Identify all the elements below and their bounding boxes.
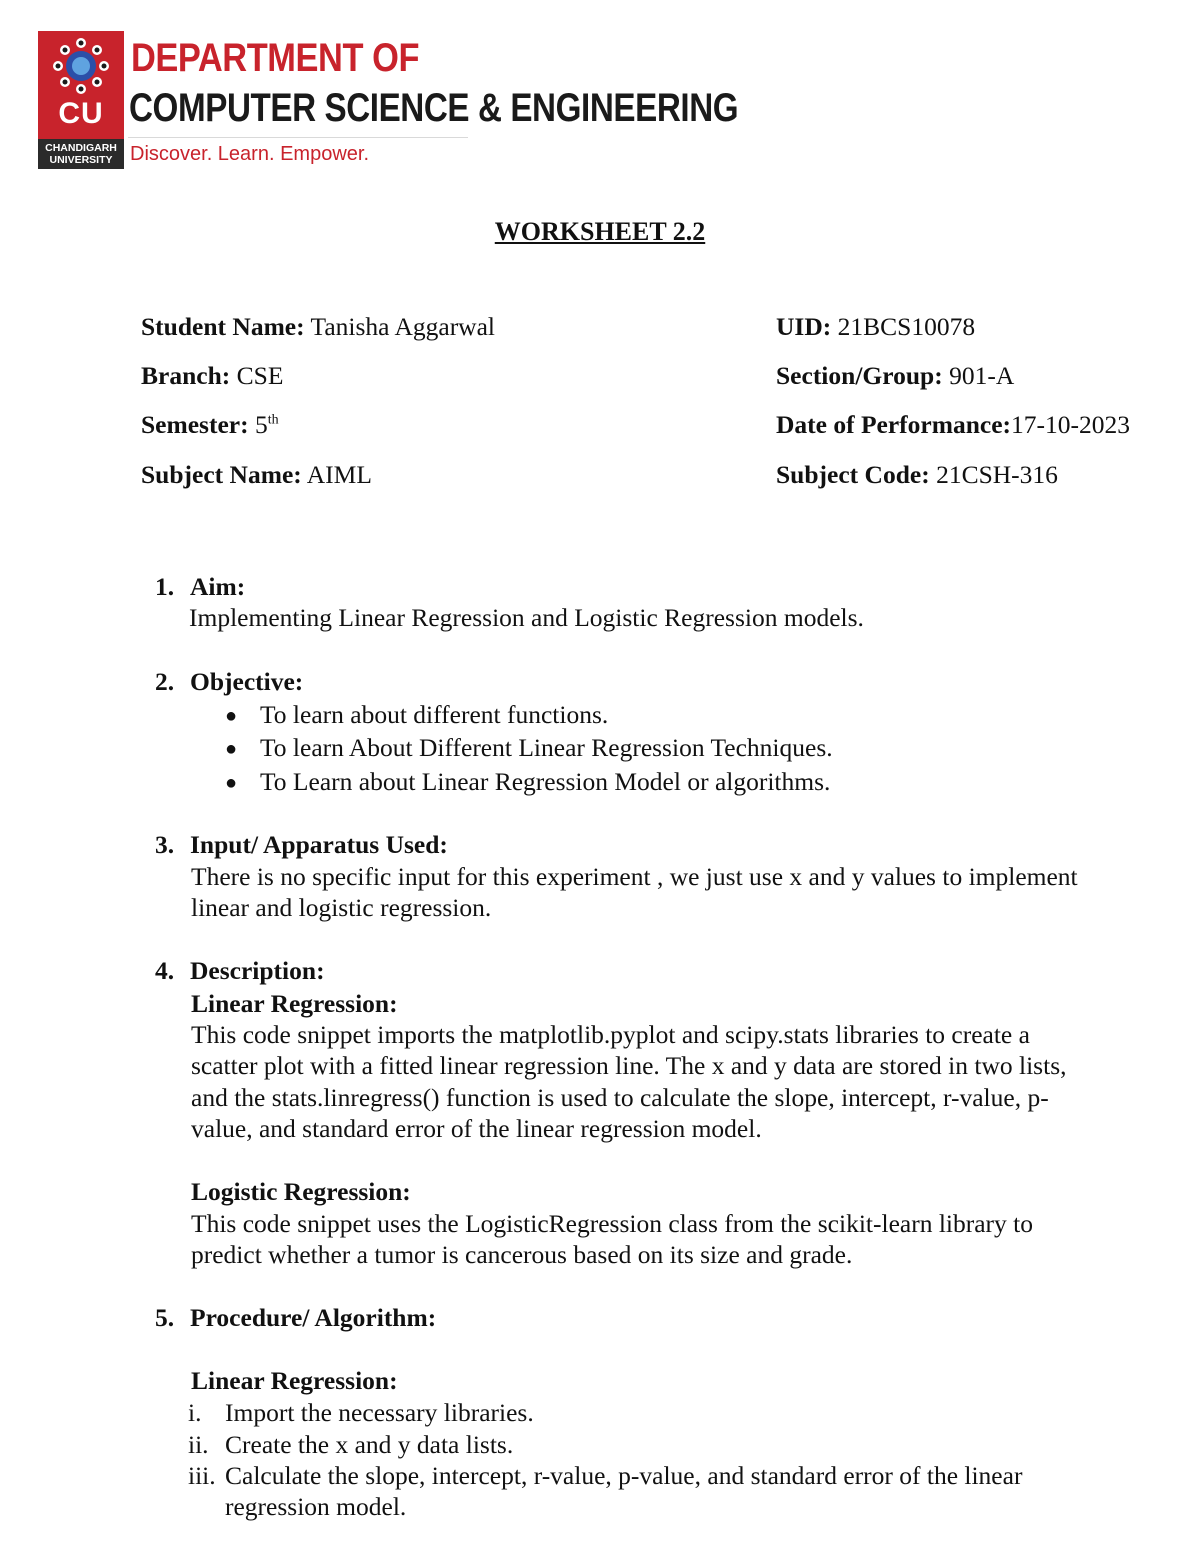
- description-text-line: This code snippet uses the LogisticRegression class from the scikit-learn library to: [191, 1209, 1034, 1238]
- header-divider: [128, 137, 468, 138]
- branch-value: CSE: [236, 361, 284, 390]
- step-number: i.: [188, 1398, 202, 1427]
- description-number: 4.: [155, 956, 175, 985]
- procedure-step: Create the x and y data lists.: [225, 1430, 514, 1459]
- bullet-icon: ●: [225, 738, 238, 760]
- student-name-label: Student Name:: [141, 312, 305, 341]
- description-heading: Description:: [190, 956, 325, 985]
- input-text-line: linear and logistic regression.: [191, 893, 492, 922]
- objective-number: 2.: [155, 667, 175, 696]
- subject-name-value: AIML: [306, 460, 372, 489]
- section-row: [776, 361, 1014, 391]
- section-label: Section/Group:: [776, 361, 943, 390]
- procedure-step: Import the necessary libraries.: [225, 1398, 534, 1427]
- date-label: Date of Performance:: [776, 410, 1012, 439]
- department-title: DEPARTMENT OF: [131, 36, 420, 80]
- objective-heading: Objective:: [190, 667, 304, 696]
- university-logo: [38, 31, 124, 169]
- description-text-line: and the stats.linregress() function is used to calculate the slope, intercept, r-value, p-: [191, 1083, 1049, 1112]
- date-value: 17-10-2023: [1011, 410, 1131, 439]
- emblem-icon: [52, 37, 110, 95]
- description-text-line: value, and standard error of the linear regression model.: [191, 1114, 762, 1143]
- step-number: iii.: [188, 1461, 216, 1490]
- bullet-icon: ●: [225, 705, 238, 727]
- logistic-regression-subheading: Logistic Regression:: [191, 1177, 411, 1206]
- worksheet-title: WORKSHEET 2.2: [494, 217, 706, 246]
- aim-number: 1.: [155, 572, 175, 601]
- procedure-step-continuation: regression model.: [225, 1492, 407, 1521]
- aim-heading: Aim:: [190, 572, 246, 601]
- input-number: 3.: [155, 830, 175, 859]
- procedure-step: Calculate the slope, intercept, r-value, p-value, and standard error of the linear: [225, 1461, 1023, 1490]
- aim-text: Implementing Linear Regression and Logistic Regression models.: [189, 603, 864, 632]
- input-heading: Input/ Apparatus Used:: [190, 830, 448, 859]
- procedure-heading: Procedure/ Algorithm:: [190, 1303, 437, 1332]
- date-row: [776, 410, 1130, 440]
- uid-label: UID:: [776, 312, 832, 341]
- description-text-line: predict whether a tumor is cancerous based on its size and grade.: [191, 1240, 853, 1269]
- section-value: 901-A: [949, 361, 1015, 390]
- tagline: Discover. Learn. Empower.: [130, 143, 369, 165]
- semester-row: [141, 410, 279, 440]
- bullet-icon: ●: [225, 772, 238, 794]
- objective-item: To Learn about Linear Regression Model or algorithms.: [260, 767, 831, 796]
- semester-suffix: th: [267, 412, 279, 428]
- student-name-value: Tanisha Aggarwal: [310, 312, 495, 341]
- logo-cu-text: CU: [58, 97, 104, 130]
- procedure-number: 5.: [155, 1303, 175, 1332]
- objective-item: To learn About Different Linear Regression Techniques.: [260, 733, 833, 762]
- semester-label: Semester:: [141, 410, 249, 439]
- semester-value: 5: [254, 410, 268, 439]
- branch-row: [141, 361, 283, 391]
- procedure-linear-subheading: Linear Regression:: [191, 1366, 398, 1395]
- uid-value: 21BCS10078: [837, 312, 976, 341]
- description-text-line: This code snippet imports the matplotlib.pyplot and scipy.stats libraries to create a: [191, 1020, 1030, 1049]
- subject-code-label: Subject Code:: [776, 460, 930, 489]
- objective-item: To learn about different functions.: [260, 700, 609, 729]
- subject-name-row: [141, 460, 372, 490]
- student-name-row: [141, 312, 495, 342]
- subject-code-row: [776, 460, 1058, 490]
- branch-label: Branch:: [141, 361, 231, 390]
- linear-regression-subheading: Linear Regression:: [191, 989, 398, 1018]
- department-subtitle: COMPUTER SCIENCE & ENGINEERING: [129, 86, 739, 130]
- input-text-line: There is no specific input for this experiment , we just use x and y values to implement: [191, 862, 1078, 891]
- uid-row: [776, 312, 975, 342]
- subject-code-value: 21CSH-316: [936, 460, 1058, 489]
- subject-name-label: Subject Name:: [141, 460, 302, 489]
- step-number: ii.: [188, 1430, 209, 1459]
- description-text-line: scatter plot with a fitted linear regression line. The x and y data are stored in two lists,: [191, 1051, 1067, 1080]
- logo-university-text: CHANDIGARH UNIVERSITY: [38, 139, 124, 169]
